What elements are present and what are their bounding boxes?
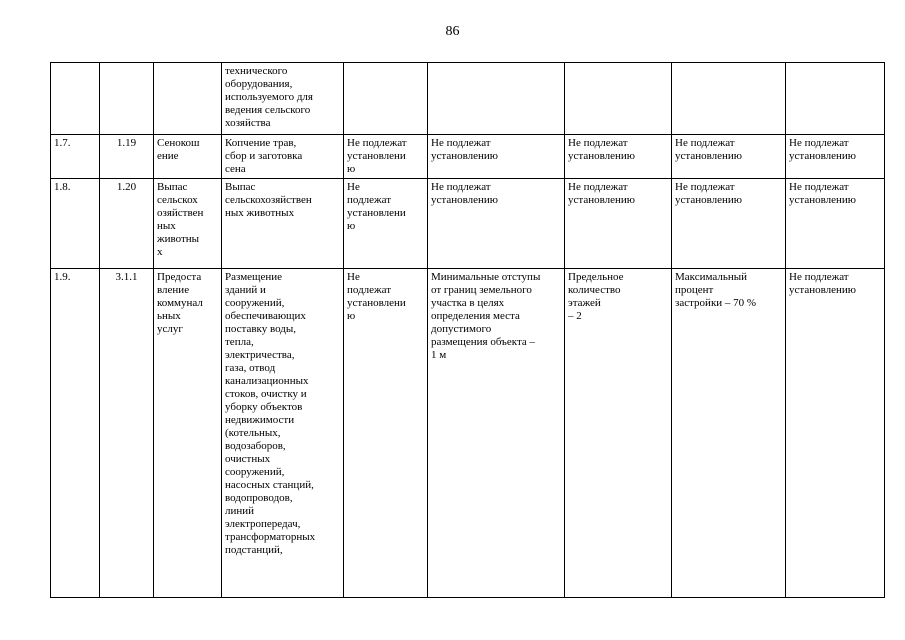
row-number-cell: 1.8. xyxy=(51,179,100,269)
use-type-cell: Сенокош ение xyxy=(154,135,222,179)
use-type-cell: Выпас сельскох озяйствен ных животны х xyxy=(154,179,222,269)
coverage-cell: Не подлежат установлению xyxy=(672,135,786,179)
setback-cell: Не подлежат установлению xyxy=(428,135,565,179)
parameter-cell: Не подлежат установлени ю xyxy=(344,269,428,598)
other-limits-cell xyxy=(786,63,885,135)
code-cell xyxy=(100,63,154,135)
row-number-cell: 1.7. xyxy=(51,135,100,179)
description-cell: Выпас сельскохозяйствен ных животных xyxy=(222,179,344,269)
use-type-cell xyxy=(154,63,222,135)
setback-cell xyxy=(428,63,565,135)
floors-cell: Не подлежат установлению xyxy=(565,179,672,269)
row-number-cell: 1.9. xyxy=(51,269,100,598)
table-row xyxy=(51,269,885,598)
other-limits-cell: Не подлежат установлению xyxy=(786,179,885,269)
other-limits-cell: Не подлежат установлению xyxy=(786,269,885,598)
parameter-cell: Не подлежат установлени ю xyxy=(344,135,428,179)
description-cell: Размещение зданий и сооружений, обеспечивающих поставку воды, тепла, электричества, газа, отвод канализационных стоков, очистку и уборку объектов недвижимости (котельных, водозаборов, очистных сооружений, насосных станций, водопроводов, линий электропередач, трансформаторных подстанций, xyxy=(222,269,344,598)
description-cell: Копчение трав, сбор и заготовка сена xyxy=(222,135,344,179)
table-row xyxy=(51,63,885,135)
parameter-cell: Не подлежат установлени ю xyxy=(344,179,428,269)
zoning-regulations-table xyxy=(50,62,885,598)
code-cell: 1.20 xyxy=(100,179,154,269)
table-row xyxy=(51,179,885,269)
page-number: 86 xyxy=(445,24,460,39)
floors-cell: Не подлежат установлению xyxy=(565,135,672,179)
parameter-cell xyxy=(344,63,428,135)
use-type-cell: Предоста вление коммунал ьных услуг xyxy=(154,269,222,598)
setback-cell: Минимальные отступы от границ земельного участка в целях определения места допустимого размещения объекта – 1 м xyxy=(428,269,565,598)
coverage-cell: Не подлежат установлению xyxy=(672,179,786,269)
code-cell: 3.1.1 xyxy=(100,269,154,598)
floors-cell: Предельное количество этажей – 2 xyxy=(565,269,672,598)
coverage-cell xyxy=(672,63,786,135)
other-limits-cell: Не подлежат установлению xyxy=(786,135,885,179)
code-cell: 1.19 xyxy=(100,135,154,179)
row-number-cell xyxy=(51,63,100,135)
floors-cell xyxy=(565,63,672,135)
setback-cell: Не подлежат установлению xyxy=(428,179,565,269)
coverage-cell: Максимальный процент застройки – 70 % xyxy=(672,269,786,598)
description-cell: технического оборудования, используемого для ведения сельского хозяйства xyxy=(222,63,344,135)
table-row xyxy=(51,135,885,179)
